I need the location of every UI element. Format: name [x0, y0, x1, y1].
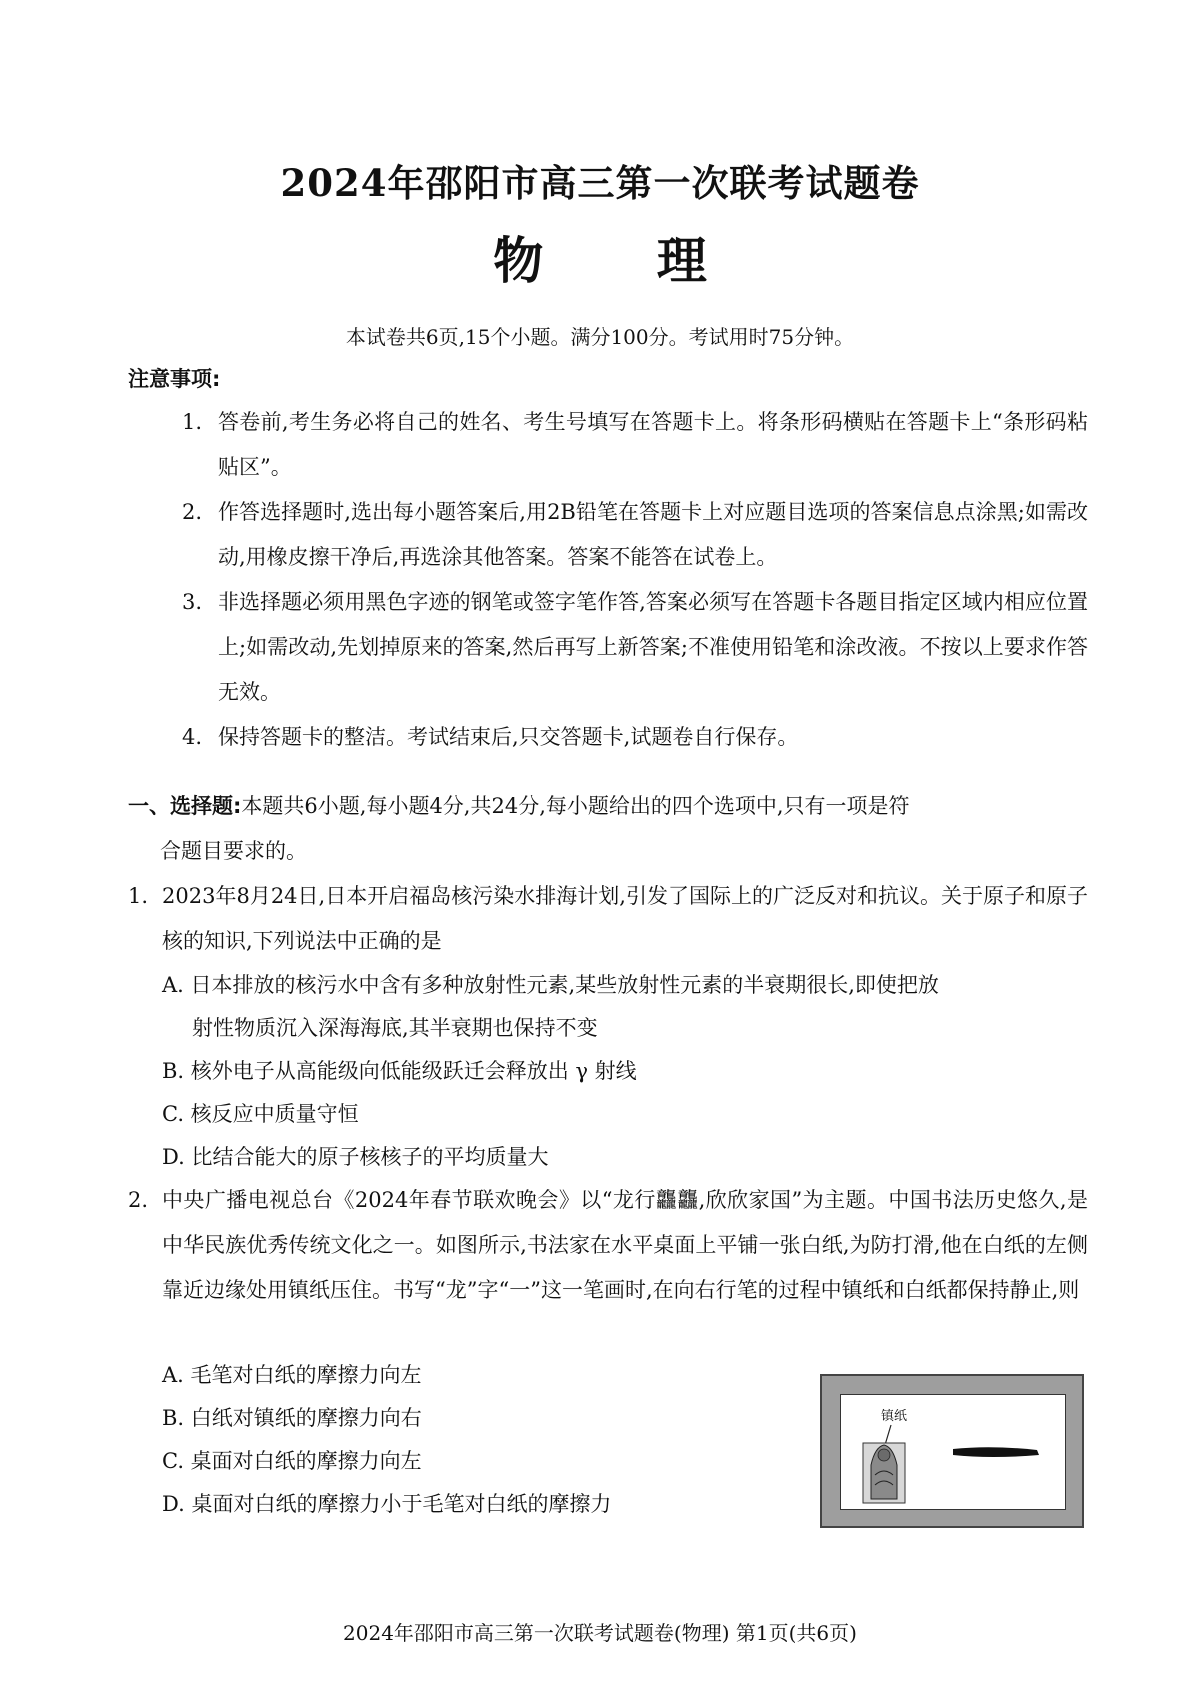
question-stem: 中央广播电视总台《2024年春节联欢晚会》以“龙行龘龘,欣欣家国”为主题。中国书法历史悠久,是中华民族优秀传统文化之一。如图所示,书法家在水平桌面上平铺一张白纸,为防打滑,他在白纸的左侧靠近边缘处用镇纸压住。书写“龙”字“一”这一笔画时,在向右行笔的过程中镇纸和白纸都保持静止,则	[162, 1188, 1088, 1302]
stroke-yi-icon	[953, 1447, 1039, 1457]
section-heading: 一、选择题:	[128, 794, 242, 818]
subject-title: 物 理	[493, 231, 755, 290]
option-d: D. 比结合能大的原子核核子的平均质量大	[162, 1145, 549, 1169]
calligraphy-figure	[820, 1374, 1084, 1528]
notice-heading: 注意事项:	[128, 367, 221, 391]
option-b: B. 核外电子从高能级向低能级跃迁会释放出 γ 射线	[162, 1059, 637, 1083]
notice-item	[128, 400, 1088, 490]
question-number: 2.	[128, 1188, 149, 1212]
question-1	[128, 874, 1088, 1179]
option-a: A. 毛笔对白纸的摩擦力向左	[162, 1363, 422, 1387]
notice-number: 3.	[181, 590, 202, 614]
option-a-line2: 射性物质沉入深海海底,其半衰期也保持不变	[192, 1016, 598, 1040]
option-d: D. 桌面对白纸的摩擦力小于毛笔对白纸的摩擦力	[162, 1492, 612, 1516]
section-instruction-cont: 合题目要求的。	[160, 839, 307, 863]
notice-number: 4.	[181, 725, 202, 749]
paperweight-label: 镇纸	[881, 1409, 908, 1424]
notice-number: 1.	[181, 410, 202, 434]
notice-text: 非选择题必须用黑色字迹的钢笔或签字笔作答,答案必须写在答题卡各题目指定区域内相应位置上;如需改动,先划掉原来的答案,然后再写上新答案;不准使用铅笔和涂改液。不按以上要求作答无效。	[218, 590, 1088, 704]
notice-text: 作答选择题时,选出每小题答案后,用2B铅笔在答题卡上对应题目选项的答案信息点涂黑;如需改动,用橡皮擦干净后,再选涂其他答案。答案不能答在试卷上。	[218, 500, 1088, 569]
notice-list	[128, 400, 1088, 760]
paperweight-icon	[863, 1443, 905, 1503]
exam-meta: 本试卷共6页,15个小题。满分100分。考试用时75分钟。	[345, 325, 855, 349]
notice-text: 答卷前,考生务必将自己的姓名、考生号填写在答题卡上。将条形码横贴在答题卡上“条形码粘贴区”。	[218, 410, 1088, 479]
question-stem: 2023年8月24日,日本开启福岛核污染水排海计划,引发了国际上的广泛反对和抗议。关于原子和原子核的知识,下列说法中正确的是	[162, 884, 1088, 953]
question-number: 1.	[128, 884, 149, 908]
question-2-options	[128, 1354, 728, 1526]
page-footer: 2024年邵阳市高三第一次联考试题卷(物理) 第1页(共6页)	[343, 1621, 857, 1645]
option-a-line1: A. 日本排放的核污水中含有多种放射性元素,某些放射性元素的半衰期很长,即使把放	[162, 973, 939, 997]
white-paper	[840, 1394, 1066, 1510]
option-b: B. 白纸对镇纸的摩擦力向右	[162, 1406, 422, 1430]
section-instruction: 本题共6小题,每小题4分,共24分,每小题给出的四个选项中,只有一项是符	[241, 794, 910, 818]
option-c: C. 核反应中质量守恒	[162, 1102, 359, 1126]
exam-title: 2024年邵阳市高三第一次联考试题卷	[280, 161, 920, 205]
notice-number: 2.	[181, 500, 202, 524]
option-a	[128, 964, 1088, 1050]
label-pointer	[885, 1425, 891, 1445]
option-c: C. 桌面对白纸的摩擦力向左	[162, 1449, 422, 1473]
figure-drawing	[841, 1395, 1065, 1509]
section-choice-header	[128, 784, 1088, 874]
notice-item	[128, 715, 1088, 760]
notice-item	[128, 490, 1088, 580]
question-2	[128, 1178, 1088, 1313]
notice-text: 保持答题卡的整洁。考试结束后,只交答题卡,试题卷自行保存。	[218, 725, 799, 749]
notice-item	[128, 580, 1088, 715]
